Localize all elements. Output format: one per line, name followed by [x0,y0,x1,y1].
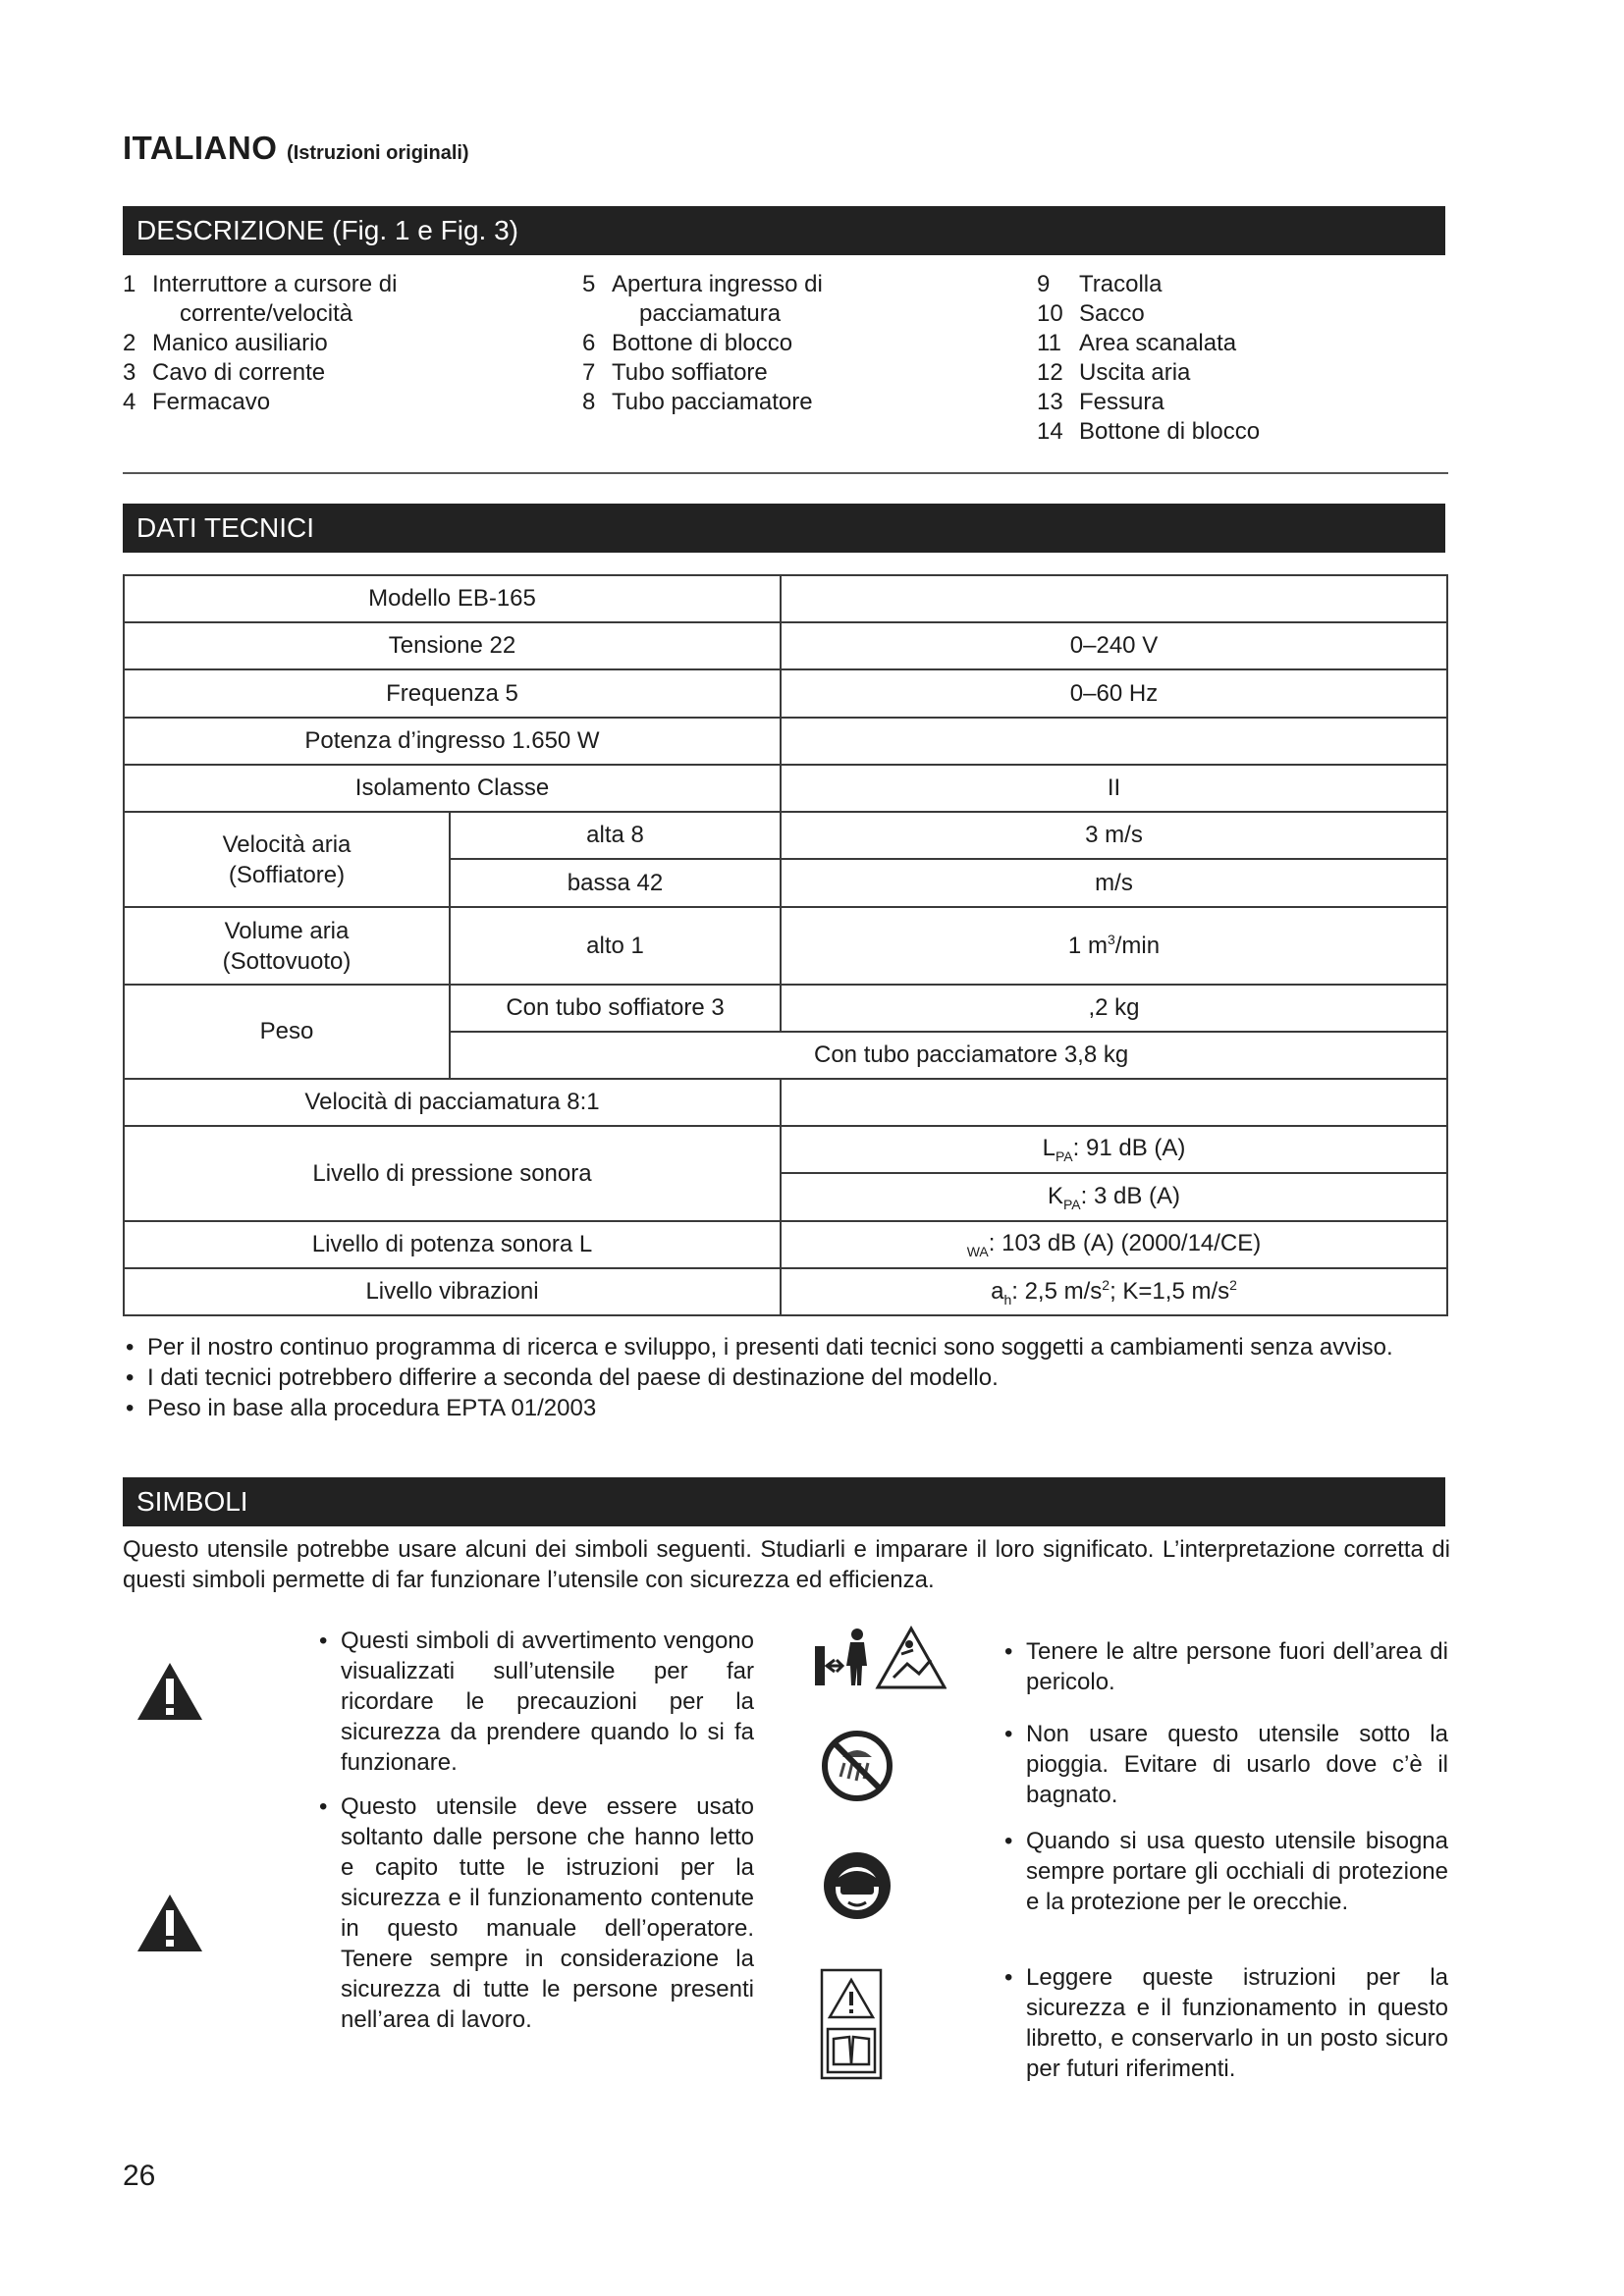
description-item-continuation: corrente/velocità [180,300,353,327]
description-column-1 [123,270,397,417]
air-speed-label: Velocità aria (Soffiatore) [124,812,450,907]
eye-ear-protection-icon [821,1849,893,1922]
table-row [124,1079,1447,1126]
description-item: 13 Fessura [1037,389,1164,415]
mulching-speed-cell: Velocità di pacciamatura 8:1 [124,1079,781,1126]
description-item: 4 Fermacavo [123,389,271,415]
specs-heading: DATI TECNICI [123,504,1445,553]
air-volume-label: Volume aria (Sottovuoto) [124,907,450,985]
model-cell: Modello EB-165 [124,575,781,622]
description-column-3 [1037,270,1260,447]
section-divider [123,472,1448,474]
vibration-label: Livello vibrazioni [124,1268,781,1315]
empty-cell [781,575,1447,622]
spec-notes [123,1332,1450,1423]
empty-cell [781,718,1447,765]
description-item-continuation: pacciamatura [639,300,782,327]
air-volume-high-value: 1 $m^3/\min$ [781,907,1447,985]
symbols-left-text [319,1626,754,2035]
table-row [124,1268,1447,1315]
description-item: 2 Manico ausiliario [123,330,328,356]
empty-cell [781,1079,1447,1126]
kpa-value: $K_{PA}$: 3 dB (A) [781,1173,1447,1221]
description-item: 12 Uscita aria [1037,359,1191,386]
weight-label: Peso [124,985,450,1079]
frequency-label: Frequenza 5 [124,669,781,718]
read-manual-icon [820,1968,883,2080]
symbol-bullet: • Questo utensile deve essere usato soltanto dalle persone che hanno letto e capito tutte le istruzioni per la sicurezza e il funzionamento contenute in questo manuale dell’operatore. Tenere sempre in considerazione la sicurezza di tutte le persone presenti nell’area di lavoro. [319,1793,754,2033]
description-item: 6 Bottone di blocco [582,330,793,356]
table-row [124,622,1447,669]
description-item: 7 Tubo soffiatore [582,359,768,386]
specs-table [123,574,1448,1316]
description-column-2 [582,270,823,417]
keep-bystanders-away-icon [813,1625,947,1693]
lwa-value: $_{WA}$: 103 dB (A) (2000/14/CE) [781,1221,1447,1268]
air-speed-low-value: m/s [781,859,1447,907]
table-row [124,1221,1447,1268]
warning-triangle-icon [135,1661,204,1722]
symbol-bullet: • Leggere queste istruzioni per la sicurezza e il funzionamento in questo libretto, e conservarlo in un posto sicuro per futuri riferimenti. [1004,1964,1448,2082]
symbol-bullet: • Tenere le altre persone fuori dell’area di pericolo. [1004,1638,1448,1695]
sound-pressure-label: Livello di pressione sonora [124,1126,781,1221]
air-volume-high-label: alto 1 [450,907,781,985]
voltage-value: 0–240 V [781,622,1447,669]
vibration-value: $a_h$: 2,5 $m/s^2$; K=1,5 $m/s^2$ [781,1268,1447,1315]
description-item: 5 Apertura ingresso di [582,271,823,297]
air-speed-low-label: bassa 42 [450,859,781,907]
symbol-bullet: • Quando si usa questo utensile bisogna sempre portare gli occhiali di protezione e la protezione per le orecchie. [1004,1828,1448,1915]
note-item: • Per il nostro continuo programma di ricerca e sviluppo, i presenti dati tecnici sono soggetti a cambiamenti senza avviso. [126,1334,1393,1361]
table-row [124,812,1447,859]
frequency-value: 0–60 Hz [781,669,1447,718]
table-row [124,575,1447,622]
table-row [124,907,1447,985]
insulation-value: II [781,765,1447,812]
weight-mulcher-cell: Con tubo pacciamatore 3,8 kg [450,1032,1447,1079]
warning-triangle-icon [135,1893,204,1953]
description-heading: DESCRIZIONE (Fig. 1 e Fig. 3) [123,206,1445,255]
table-row [124,985,1447,1032]
language-title [123,130,469,167]
lpa-value: $L_{PA}$: 91 dB (A) [781,1126,1447,1173]
description-item: 3 Cavo di corrente [123,359,326,386]
page-number: 26 [123,2160,156,2192]
description-item: 11 Area scanalata [1037,330,1237,356]
sound-power-label: Livello di potenza sonora L [124,1221,781,1268]
weight-blower-value: ,2 kg [781,985,1447,1032]
table-row [124,669,1447,718]
language-label: ITALIANO [123,130,278,166]
description-item: 10 Sacco [1037,300,1145,327]
no-rain-icon [821,1730,893,1802]
symbol-bullet: • Non usare questo utensile sotto la pioggia. Evitare di usarlo dove c’è il bagnato. [1004,1721,1448,1808]
table-row [124,765,1447,812]
power-cell: Potenza d’ingresso 1.650 W [124,718,781,765]
air-speed-high-label: alta 8 [450,812,781,859]
table-row [124,718,1447,765]
air-speed-high-value: 3 m/s [781,812,1447,859]
table-row [124,1126,1447,1173]
description-item: 14 Bottone di blocco [1037,418,1261,445]
description-item: 9 Tracolla [1037,271,1163,297]
language-subtitle: (Istruzioni originali) [287,142,469,164]
symbols-heading: SIMBOLI [123,1477,1445,1526]
description-item: 1 Interruttore a cursore di [123,271,398,297]
symbols-intro: Questo utensile potrebbe usare alcuni dei simboli seguenti. Studiarli e imparare il loro significato. L’interpretazione corretta di questi simboli permette di far funzionare l’utensile con sicurezza ed efficienza. [123,1536,1450,1593]
voltage-label: Tensione 22 [124,622,781,669]
note-item: • I dati tecnici potrebbero differire a seconda del paese di destinazione del modello. [126,1364,999,1391]
weight-blower-label: Con tubo soffiatore 3 [450,985,781,1032]
symbol-bullet: • Questi simboli di avvertimento vengono visualizzati sull’utensile per far ricordare le precauzioni per la sicurezza da prendere quando lo si fa funzionare. [319,1628,754,1776]
insulation-label: Isolamento Classe [124,765,781,812]
description-item: 8 Tubo pacciamatore [582,389,813,415]
note-item: • Peso in base alla procedura EPTA 01/2003 [126,1395,597,1421]
